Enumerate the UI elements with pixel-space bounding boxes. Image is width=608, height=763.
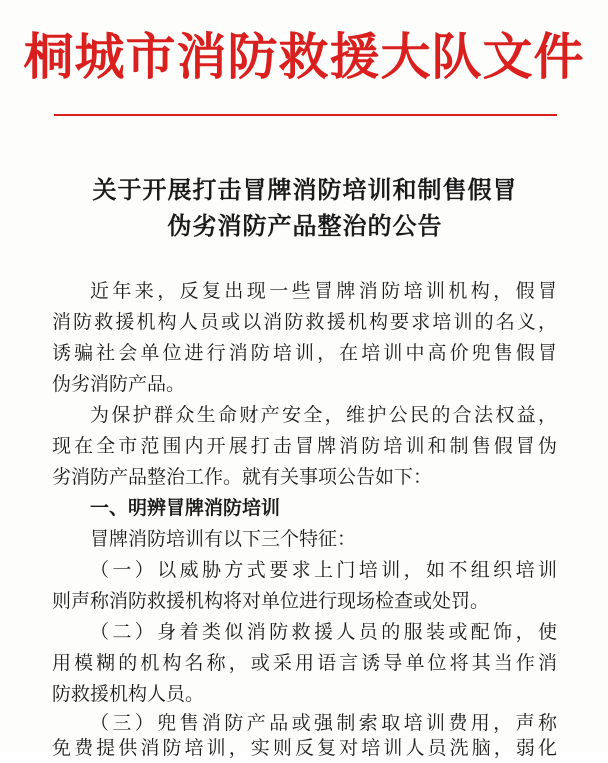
body-line: 现在全市范围内开展打击冒牌消防培训和制售假冒伪 (52, 435, 557, 457)
announcement-title-line-1: 关于开展打击冒牌消防培训和制售假冒 (92, 175, 518, 204)
header-red-rule (54, 114, 557, 116)
body-line: 防救援机构人员。 (52, 683, 205, 705)
body-line: （三）兜售消防产品或强制索取培训费用，声称 (90, 712, 557, 734)
body-line: 消防救援机构人员或以消防救援机构要求培训的名义， (52, 311, 557, 333)
body-line: 伪劣消防产品。 (52, 373, 186, 395)
body-line: （一）以威胁方式要求上门培训，如不组织培训 (90, 559, 557, 581)
body-line: 为保护群众生命财产安全，维护公民的合法权益， (90, 404, 557, 426)
body-line: 则声称消防救援机构将对单位进行现场检查或处罚。 (52, 590, 490, 612)
section-heading: 一、明辨冒牌消防培训 (90, 497, 281, 519)
body-line: 劣消防产品整治工作。就有关事项公告如下： (52, 466, 433, 488)
document-header-title: 桐城市消防救援大队文件 (23, 27, 585, 86)
body-line: 冒牌消防培训有以下三个特征： (90, 528, 357, 550)
body-line: （二）身着类似消防救援人员的服装或配饰，使 (90, 621, 557, 643)
body-line: 诱骗社会单位进行消防培训，在培训中高价兜售假冒 (52, 342, 557, 364)
body-line: 免费提供消防培训，实则反复对培训人员洗脑，弱化 (52, 737, 557, 759)
announcement-title-line-2: 伪劣消防产品整治的公告 (167, 211, 443, 240)
body-line: 近年来，反复出现一些冒牌消防培训机构，假冒 (90, 280, 557, 302)
body-line: 用模糊的机构名称，或采用语言诱导单位将其当作消 (52, 652, 557, 674)
